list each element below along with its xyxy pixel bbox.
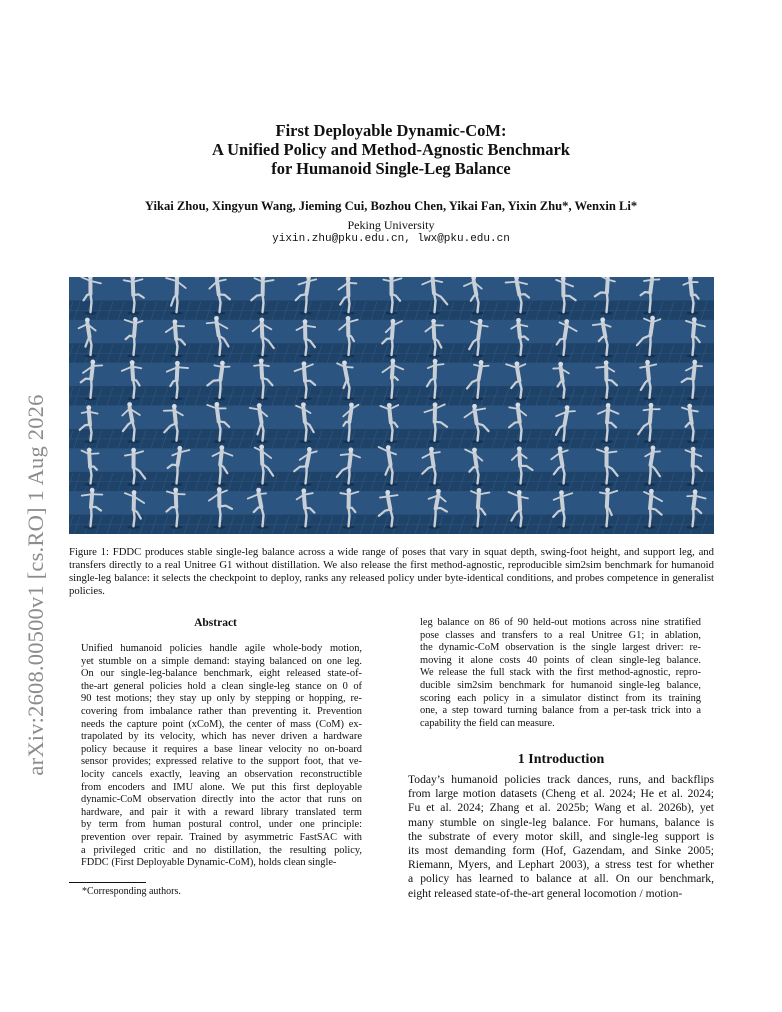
- abstract-line: from encoders and IMU alone. We put this first deployable: [81, 781, 362, 793]
- abstract-line: We release the full stack with the first method-agnostic, repro-: [420, 667, 701, 679]
- pose-grid-image: [69, 277, 714, 534]
- abstract-line: dynamic-CoM observation directly into the actor that runs on: [81, 794, 362, 806]
- section-heading-introduction: 1 Introduction: [517, 752, 605, 767]
- abstract-line: policy because it requires a base linear velocity no on-board: [81, 743, 362, 755]
- author-list: Yikai Zhou, Xingyun Wang, Jieming Cui, Bozhou Chen, Yikai Fan, Yixin Zhu*, Wenxin Li*: [144, 199, 638, 213]
- abstract-line: one, a step toward turning balance from a per-task trick into a: [420, 705, 701, 717]
- abstract-line: the dynamic-CoM observation is the single largest driver: re-: [420, 642, 701, 654]
- abstract-line: locity cancels exactly, leaving an observation reconstructible: [81, 768, 362, 780]
- abstract-line: sensor provides; expressed relative to the support foot, that ve-: [81, 756, 362, 768]
- abstract-line: 90 test motions; they stay up only by stepping or hopping, re-: [81, 693, 362, 705]
- abstract-line: hardware, and pair it with a reward library translated term: [81, 806, 362, 818]
- footnote: *Corresponding authors.: [82, 886, 181, 897]
- abstract-line: capability the field can measure.: [420, 717, 555, 729]
- figure-1-pose-grid: [69, 277, 714, 534]
- intro-line: Riemann, Myers, and Lephart 2003), a stress test for whether: [408, 858, 714, 872]
- abstract-line: Unified humanoid policies handle agile whole-body motion,: [81, 643, 362, 654]
- contact-emails: yixin.zhu@pku.edu.cn, lwx@pku.edu.cn: [272, 233, 510, 245]
- figure-1-caption: Figure 1: FDDC produces stable single-leg balance across a wide range of poses that vary in squat depth, swing-foot height, and support leg, and transfers directly to a real Unitree G1 without distillation. We also release the first method-agnostic, reproducible sim2sim benchmark for humanoid single-leg balance: it selects the checkpoint to deploy, ranks any released policy under byte-identical conditions, and probes competence in generalist policies.: [69, 546, 714, 598]
- footnote-rule: [69, 882, 146, 883]
- intro-line: Fu et al. 2024; Zhang et al. 2025b; Wang et al. 2026b), yet: [408, 801, 714, 815]
- intro-line: Today’s humanoid policies track dances, runs, and backflips: [408, 773, 714, 786]
- title-line-1: First Deployable Dynamic-CoM:: [275, 121, 507, 140]
- title-line-2: A Unified Policy and Method-Agnostic Benchmark: [212, 140, 570, 159]
- abstract-heading: Abstract: [194, 617, 237, 629]
- abstract-line: the-art general policies hold a clean single-leg stance on 0 of: [81, 680, 362, 692]
- abstract-line: scoring each policy in a simulator distinct from its training: [420, 692, 701, 704]
- intro-line: the substrate of every motor skill, and single-leg support is: [408, 829, 714, 843]
- affiliation: Peking University: [347, 218, 435, 232]
- abstract-line: trapolated by its velocity, which has never driven a hardware: [81, 731, 362, 743]
- arxiv-identifier-stamp: arXiv:2608.00500v1 [cs.RO] 1 Aug 2026: [23, 394, 48, 776]
- abstract-line: a privileged critic and no distillation, the resulting policy,: [81, 844, 362, 856]
- abstract-line: covering from imbalance rather than preventing it. Prevention: [81, 705, 362, 717]
- abstract-text-continued: [420, 617, 701, 730]
- abstract-line: needs the capture point (xCoM), the center of mass (CoM) ex-: [81, 718, 362, 730]
- abstract-line: moving it alone costs 40 points of clean single-leg balance.: [420, 654, 701, 666]
- abstract-line: yet stumble on a simple demand: staying balanced on one leg.: [81, 655, 362, 667]
- abstract-line: pose classes and transfers to a real Unitree G1; in ablation,: [420, 629, 701, 641]
- introduction-text: [408, 773, 714, 901]
- abstract-line: On our single-leg-balance benchmark, eight released state-of-: [81, 668, 362, 680]
- intro-line: its most demanding form (Hof, Gazendam, and Sinke 2005;: [408, 844, 714, 858]
- intro-line: eight released state-of-the-art general locomotion / motion-: [408, 886, 683, 900]
- intro-line: a policy has learned to balance at all. On our benchmark,: [408, 872, 714, 886]
- intro-line: from large motion datasets (Cheng et al. 2024; He et al. 2024;: [408, 787, 714, 801]
- abstract-text: [81, 643, 362, 870]
- abstract-line: by term from human postural control, under one principle:: [81, 819, 362, 831]
- paper-title: [0, 121, 782, 178]
- title-line-3: for Humanoid Single-Leg Balance: [271, 159, 511, 178]
- abstract-line: leg balance on 86 of 90 held-out motions across nine stratified: [420, 617, 701, 628]
- intro-line: many stumble on single-leg balance. For humans, balance is: [408, 815, 714, 829]
- abstract-line: prevention over repair. Trained by asymmetric FastSAC with: [81, 831, 362, 843]
- abstract-line: ducible sim2sim benchmark for humanoid single-leg balance,: [420, 679, 701, 691]
- abstract-line: FDDC (First Deployable Dynamic-CoM), holds clean single-: [81, 857, 337, 869]
